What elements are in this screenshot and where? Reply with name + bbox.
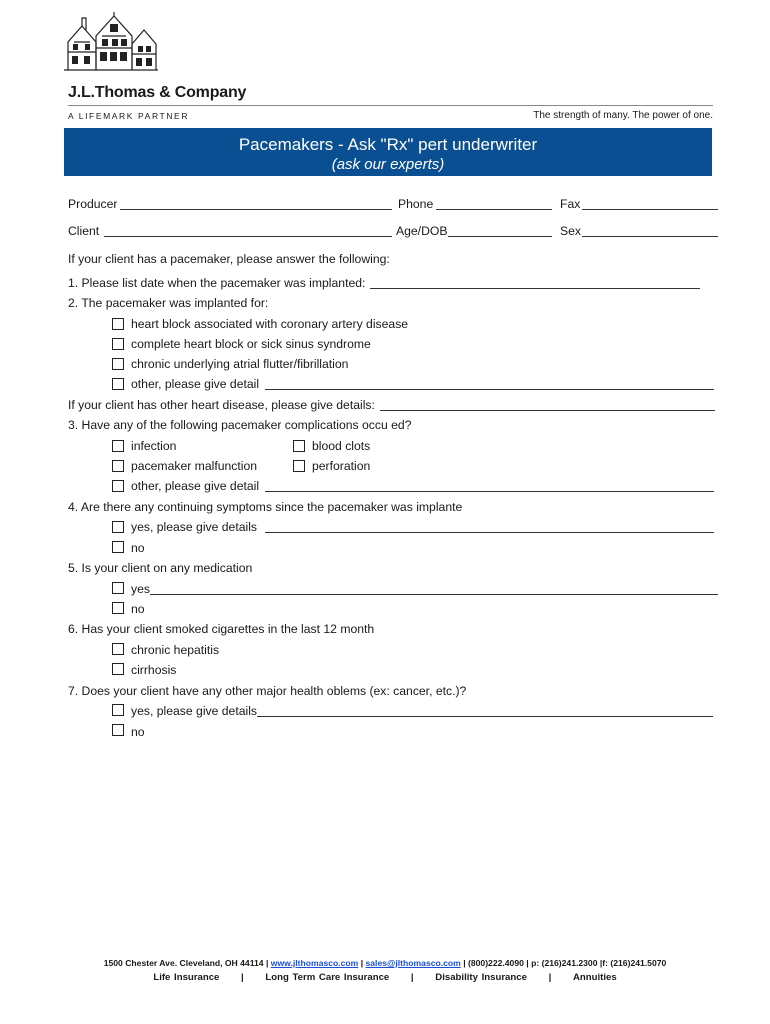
footer-separator: | (548, 972, 552, 983)
question-4: 4. Are there any continuing symptoms since the pacemaker was implante (68, 500, 463, 514)
partner-label: A LIFEMARK PARTNER (68, 111, 190, 121)
checkbox-symptoms-yes[interactable] (112, 521, 124, 533)
option-label: other, please give detail (131, 479, 260, 493)
fax-label: Fax (560, 197, 581, 211)
option-label: chronic hepatitis (131, 643, 220, 657)
fax-field[interactable] (582, 209, 718, 210)
building-illustration-icon (60, 12, 162, 74)
option-label: no (131, 541, 145, 555)
checkbox-symptoms-no[interactable] (112, 541, 124, 553)
option-label: blood clots (312, 439, 371, 453)
tagline: The strength of many. The power of one. (533, 110, 713, 121)
checkbox-other-health-yes[interactable] (112, 704, 124, 716)
option-label: yes (131, 582, 150, 596)
product-line: Long Term Care Insurance (265, 972, 390, 983)
producer-label: Producer (68, 197, 118, 211)
checkbox-cirrhosis[interactable] (112, 663, 124, 675)
age-dob-field[interactable] (448, 236, 552, 237)
implant-date-field[interactable] (370, 288, 700, 289)
option-label: pacemaker malfunction (131, 459, 257, 473)
intro-text: If your client has a pacemaker, please answer the following: (68, 252, 390, 266)
checkbox-perforation[interactable] (293, 460, 305, 472)
product-line: Life Insurance (153, 972, 220, 983)
checkbox-heart-block-cad[interactable] (112, 318, 124, 330)
form-subtitle: (ask our experts) (331, 156, 445, 173)
option-label: perforation (312, 459, 371, 473)
footer-separator: | (241, 972, 244, 983)
question-2: 2. The pacemaker was implanted for: (68, 296, 269, 310)
symptoms-detail-field[interactable] (265, 532, 714, 533)
phone-label: Phone (398, 197, 434, 211)
footer-separator: | (360, 958, 364, 968)
footer-contact (0, 958, 770, 968)
website-link[interactable]: www.jlthomasco.com (270, 958, 359, 968)
option-label: no (131, 725, 145, 739)
header-divider (68, 105, 713, 106)
sex-field[interactable] (582, 236, 718, 237)
client-label: Client (68, 224, 100, 238)
checkbox-chronic-hepatitis[interactable] (112, 643, 124, 655)
option-label: chronic underlying atrial flutter/fibrillation (131, 357, 349, 371)
company-name: J.L.Thomas & Company (68, 84, 247, 101)
question-5: 5. Is your client on any medication (68, 561, 253, 575)
age-dob-label: Age/DOB (396, 224, 448, 238)
sex-label: Sex (560, 224, 582, 238)
checkbox-complete-heart-block[interactable] (112, 338, 124, 350)
option-label: heart block associated with coronary artery disease (131, 317, 409, 331)
checkbox-blood-clots[interactable] (293, 440, 305, 452)
option-label: cirrhosis (131, 663, 177, 677)
email-link[interactable]: sales@jlthomasco.com (365, 958, 461, 968)
producer-field[interactable] (120, 209, 392, 210)
option-label: infection (131, 439, 177, 453)
footer-separator: | (410, 972, 414, 983)
title-banner (64, 128, 712, 176)
footer-address: 1500 Chester Ave. Cleveland, OH 44114 | (103, 958, 269, 968)
question-7: 7. Does your client have any other major health oblems (ex: cancer, etc.)? (68, 684, 467, 698)
question-3: 3. Have any of the following pacemaker complications occu ed? (68, 418, 412, 432)
checkbox-other-implant-reason[interactable] (112, 378, 124, 390)
footer-phone-numbers: | (800)222.4090 | p: (216)241.2300 |f: (216)241.5070 (463, 958, 667, 968)
checkbox-medication-no[interactable] (112, 602, 124, 614)
option-label: yes, please give details (131, 704, 258, 718)
product-line: Disability Insurance (435, 972, 527, 983)
checkbox-other-complication[interactable] (112, 480, 124, 492)
question-1: 1. Please list date when the pacemaker was implanted: (68, 276, 366, 290)
option-label: other, please give detail (131, 377, 260, 391)
footer-product-lines (0, 972, 770, 983)
option-label: complete heart block or sick sinus syndrome (131, 337, 371, 351)
checkbox-pacemaker-malfunction[interactable] (112, 460, 124, 472)
client-field[interactable] (104, 236, 392, 237)
option-label: yes, please give details (131, 520, 258, 534)
other-heart-disease-field[interactable] (380, 410, 715, 411)
phone-field[interactable] (436, 209, 552, 210)
checkbox-infection[interactable] (112, 440, 124, 452)
option-label: no (131, 602, 145, 616)
question-6: 6. Has your client smoked cigarettes in the last 12 month (68, 622, 375, 636)
product-line: Annuities (572, 972, 617, 983)
other-implant-detail-field[interactable] (265, 389, 714, 390)
other-health-detail-field[interactable] (257, 716, 713, 717)
checkbox-atrial-flutter[interactable] (112, 358, 124, 370)
checkbox-other-health-no[interactable] (112, 724, 124, 736)
other-complication-detail-field[interactable] (265, 491, 714, 492)
checkbox-medication-yes[interactable] (112, 582, 124, 594)
other-heart-disease-label: If your client has other heart disease, please give details: (68, 398, 375, 412)
medication-detail-field[interactable] (150, 594, 718, 595)
form-title: Pacemakers - Ask "Rx" pert underwriter (238, 135, 538, 154)
